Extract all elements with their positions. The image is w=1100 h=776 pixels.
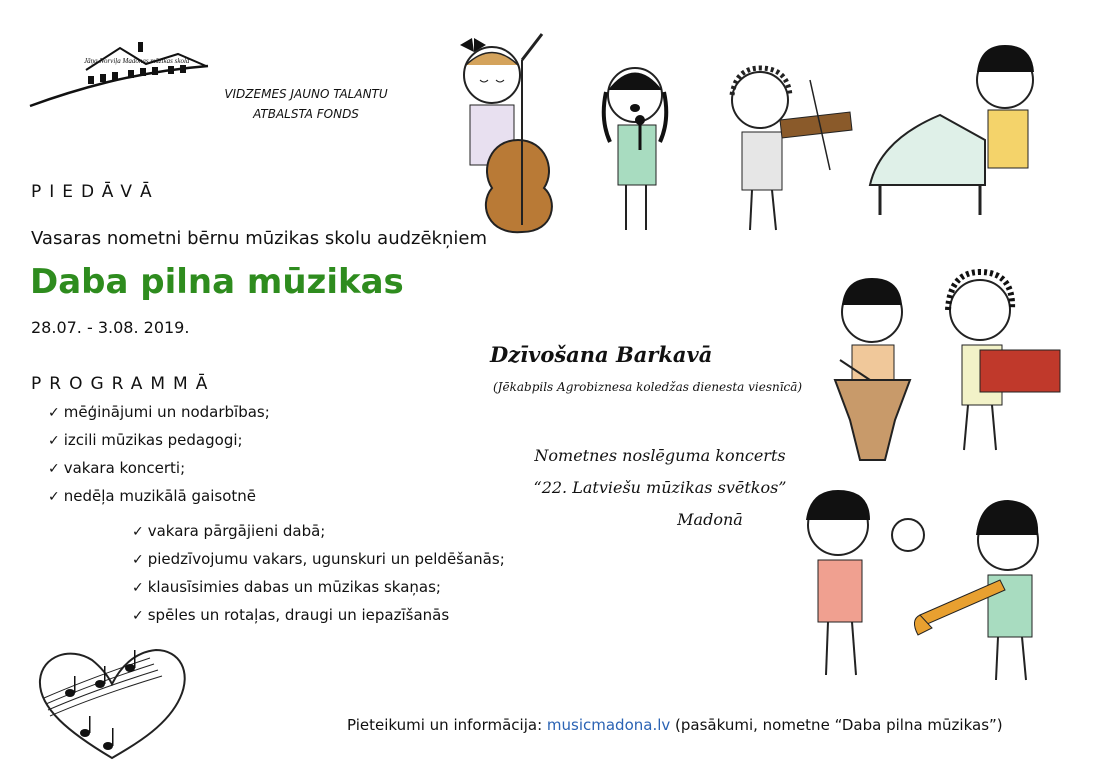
accommodation-title: Dzīvošana Barkavā [490, 342, 713, 367]
drummer-girl-icon [835, 278, 910, 460]
offer-label: PIEDĀVĀ [31, 182, 160, 202]
check-icon: ✓ [132, 608, 144, 624]
house-piano-logo-icon [28, 40, 213, 112]
music-heart-icon [30, 638, 195, 768]
check-icon: ✓ [48, 433, 60, 449]
fund-name [196, 84, 416, 124]
footer-prefix: Pieteikumi un informācija: [347, 716, 547, 734]
list-item: ✓ nedēļa muzikālā gaisotnē [48, 487, 257, 505]
list-item: ✓ vakara koncerti; [48, 459, 186, 477]
footer-suffix: (pasākumi, nometne “Daba pilna mūzikas”) [670, 716, 1003, 734]
list-item: ✓ izcili mūzikas pedagogi; [48, 431, 243, 449]
school-name: Jāņa Norviļa Madonas mūzikas skola [84, 57, 190, 65]
fund-line-2: ATBALSTA FONDS [253, 107, 359, 121]
list-item: ✓ klausīsimies dabas un mūzikas skaņas; [132, 578, 441, 596]
concert-line-1: Nometnes noslēguma koncerts [534, 446, 786, 465]
camp-intro: Vasaras nometni bērnu mūzikas skolu audzēkņiem [31, 228, 487, 249]
concert-line-3: Madonā [677, 510, 743, 529]
check-icon: ✓ [132, 580, 144, 596]
violinist-boy-icon [732, 68, 852, 230]
accordion-player-icon [948, 272, 1060, 450]
footer-info [347, 716, 1003, 734]
check-icon: ✓ [48, 461, 60, 477]
camp-dates: 28.07. - 3.08. 2019. [31, 318, 190, 337]
website-link[interactable]: musicmadona.lv [546, 716, 671, 734]
list-item: ✓ piedzīvojumu vakars, ugunskuri un peldēšanās; [132, 550, 505, 568]
program-label: PROGRAMMĀ [31, 374, 216, 394]
school-logo [28, 40, 213, 112]
list-item: ✓ spēles un rotaļas, draugi un iepazīšanās [132, 606, 450, 624]
check-icon: ✓ [48, 405, 60, 421]
accommodation-subtitle: (Jēkabpils Agrobiznesa koledžas dienesta viesnīcā) [493, 380, 803, 394]
fund-line-1: VIDZEMES JAUNO TALANTU [224, 87, 388, 101]
double-bass-girl-icon [460, 34, 552, 232]
check-icon: ✓ [48, 489, 60, 505]
check-icon: ✓ [132, 524, 144, 540]
pianist-boy-icon [870, 45, 1034, 215]
list-item: ✓ mēģinājumi un nodarbības; [48, 403, 270, 421]
check-icon: ✓ [132, 552, 144, 568]
concert-line-2: “22. Latviešu mūzikas svētkos” [533, 478, 787, 497]
list-item: ✓ vakara pārgājieni dabā; [132, 522, 326, 540]
program-list [48, 398, 270, 510]
camp-title: Daba pilna mūzikas [30, 262, 404, 302]
trumpet-player-icon [914, 500, 1038, 680]
tambourine-boy-icon [806, 490, 924, 675]
singer-girl-icon [604, 68, 667, 230]
